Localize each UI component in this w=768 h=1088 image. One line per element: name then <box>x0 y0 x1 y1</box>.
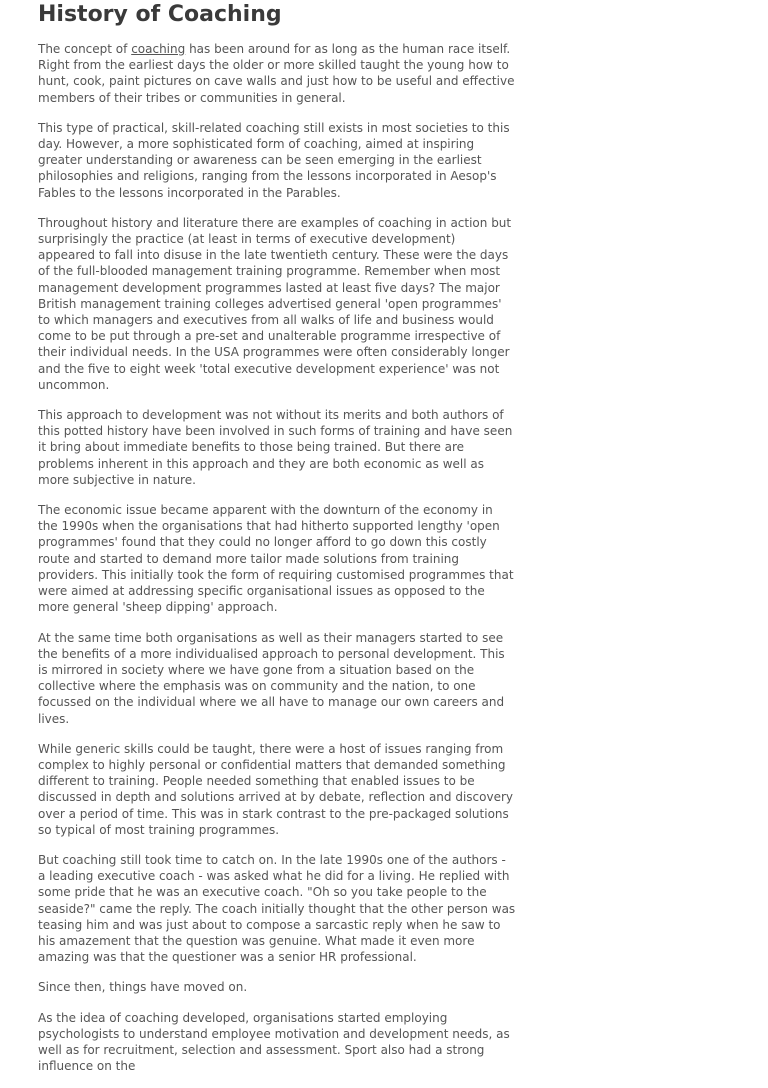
page-title: History of Coaching <box>38 2 282 27</box>
article-paragraph: As the idea of coaching developed, organisations started employing psychologists to understand employee motivation and development needs, as well as for recruitment, selection and assessment. Sport also had a strong influence on the <box>38 1010 510 1074</box>
article-paragraph: This type of practical, skill-related coaching still exists in most societies to this day. However, a more sophisticated form of coaching, aimed at inspiring greater understanding or awareness can be seen emerging in the earliest philosophies and religions, ranging from the lessons incorporated in Aesop's Fables to the lessons incorporated in the Parables. <box>38 120 510 200</box>
coaching-link[interactable]: coaching <box>131 42 186 56</box>
article-paragraph: While generic skills could be taught, there were a host of issues ranging from complex to highly personal or confidential matters that demanded something different to training. People needed something that enabled issues to be discussed in depth and solutions arrived at by debate, reflection and discovery over a period of time. This was in stark contrast to the pre-packaged solutions so typical of most training programmes. <box>38 741 513 837</box>
article-paragraph: But coaching still took time to catch on. In the late 1990s one of the authors - a leading executive coach - was asked what he did for a living. He replied with some pride that he was an executive coach. "Oh so you take people to the seaside?" came the reply. The coach initially thought that the other person was teasing him and was just about to compose a sarcastic reply when he saw to his amazement that the question was genuine. What made it even more amazing was that the questioner was a senior HR professional. <box>38 852 516 965</box>
intro-paragraph <box>38 41 516 106</box>
article-paragraph: At the same time both organisations as well as their managers started to see the benefits of a more individualised approach to personal development. This is mirrored in society where we have gone from a situation based on the collective where the emphasis was on community and the nation, to one focussed on the individual where we all have to manage our own careers and lives. <box>38 630 505 726</box>
article-paragraph: This approach to development was not without its merits and both authors of this potted history have been involved in such forms of training and have seen it bring about immediate benefits to those being trained. But there are problems inherent in this approach and they are both economic as well as more subjective in nature. <box>38 408 513 487</box>
intro-text-before-link: The concept of <box>38 42 132 56</box>
intro-text-after-link: has been around for as long as the human race itself. Right from the earliest days the older or more skilled taught the young how to hunt, cook, paint pictures on cave walls and just how to be useful and effective members of their tribes or communities in general. <box>38 42 515 105</box>
article-paragraph: Since then, things have moved on. <box>38 980 248 995</box>
article-paragraph: Throughout history and literature there are examples of coaching in action but surprisingly the practice (at least in terms of executive development) appeared to fall into disuse in the late twentieth century. These were the days of the full-blooded management training programme. Remember when most management development programmes lasted at least five days? The major British management training colleges advertised general 'open programmes' to which managers and executives from all walks of life and business would come to be put through a pre-set and unalterable programme irrespective of their individual needs. In the USA programmes were often considerably longer and the five to eight week 'total executive development experience' was not uncommon. <box>38 215 512 392</box>
article-paragraph: The economic issue became apparent with the downturn of the economy in the 1990s when the organisations that had hitherto supported lengthy 'open programmes' found that they could no longer afford to go down this costly route and started to demand more tailor made solutions from training providers. This initially took the form of requiring customised programmes that were aimed at addressing specific organisational issues as opposed to the more general 'sheep dipping' approach. <box>38 503 514 615</box>
article <box>38 0 516 1088</box>
